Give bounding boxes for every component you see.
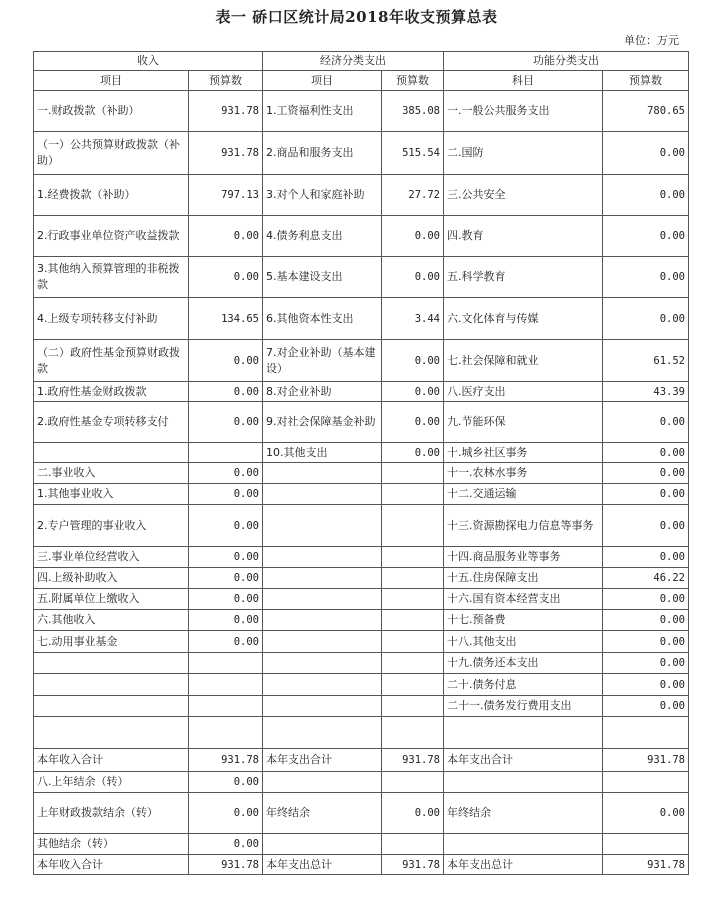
econ-item-cell: 8.对企业补助 (263, 382, 382, 402)
table-row (34, 463, 689, 484)
func-subject-cell: 十五.住房保障支出 (444, 568, 603, 589)
income-budget-cell: 0.00 (189, 382, 263, 402)
income-item-cell: 1.经费拨款（补助） (34, 175, 189, 216)
income-budget-cell: 0.00 (189, 589, 263, 610)
func-subject-cell: 十.城乡社区事务 (444, 443, 603, 463)
econ-item-cell: 2.商品和服务支出 (263, 132, 382, 175)
table-row (34, 749, 689, 772)
table-row (34, 793, 689, 834)
econ-item-cell (263, 674, 382, 696)
econ-item-cell: 5.基本建设支出 (263, 257, 382, 298)
income-budget-cell: 797.13 (189, 175, 263, 216)
income-item-cell: 五.附属单位上缴收入 (34, 589, 189, 610)
func-budget-cell: 46.22 (603, 568, 689, 589)
econ-item-cell (263, 717, 382, 749)
budget-table (33, 51, 689, 875)
econ-item-cell: 3.对个人和家庭补助 (263, 175, 382, 216)
func-subject-cell (444, 834, 603, 855)
econ-budget-cell: 0.00 (382, 443, 444, 463)
table-row (34, 402, 689, 443)
func-subject-cell: 年终结余 (444, 793, 603, 834)
func-budget-cell: 0.00 (603, 257, 689, 298)
econ-item-cell (263, 505, 382, 547)
income-budget-cell: 931.78 (189, 132, 263, 175)
table-row (34, 443, 689, 463)
table-row (34, 484, 689, 505)
func-budget-cell: 0.00 (603, 589, 689, 610)
econ-item-cell: 10.其他支出 (263, 443, 382, 463)
econ-item-cell (263, 834, 382, 855)
econ-item-cell: 9.对社会保障基金补助 (263, 402, 382, 443)
econ-budget-cell (382, 696, 444, 717)
func-subject-cell: 二十一.债务发行费用支出 (444, 696, 603, 717)
func-budget-cell: 0.00 (603, 610, 689, 631)
income-budget-cell: 0.00 (189, 834, 263, 855)
income-item-cell: 3.其他纳入预算管理的非税拨款 (34, 257, 189, 298)
table-row (34, 505, 689, 547)
income-budget-cell: 931.78 (189, 855, 263, 875)
income-item-cell: 2.专户管理的事业收入 (34, 505, 189, 547)
func-budget-cell (603, 717, 689, 749)
func-subject-cell: 二十.债务付息 (444, 674, 603, 696)
income-item-cell: 2.行政事业单位资产收益拨款 (34, 216, 189, 257)
econ-expense-header: 经济分类支出 (263, 52, 444, 71)
table-row (34, 631, 689, 653)
func-subject-cell (444, 717, 603, 749)
econ-budget-cell: 0.00 (382, 216, 444, 257)
func-budget-cell (603, 772, 689, 793)
func-subject-cell (444, 772, 603, 793)
econ-budget-cell (382, 505, 444, 547)
table-row (34, 216, 689, 257)
income-budget-cell: 0.00 (189, 216, 263, 257)
econ-item-cell (263, 653, 382, 674)
table-row (34, 298, 689, 340)
func-budget-cell: 0.00 (603, 132, 689, 175)
table-row (34, 91, 689, 132)
table-row (34, 257, 689, 298)
econ-budget-cell: 0.00 (382, 382, 444, 402)
table-row (34, 568, 689, 589)
income-budget-cell: 0.00 (189, 793, 263, 834)
econ-budget-cell (382, 674, 444, 696)
income-item-cell: （一）公共预算财政拨款（补助） (34, 132, 189, 175)
income-budget-cell (189, 653, 263, 674)
econ-budget-cell (382, 589, 444, 610)
income-budget-cell: 0.00 (189, 257, 263, 298)
income-item-cell (34, 443, 189, 463)
econ-item-cell (263, 547, 382, 568)
func-subject-cell: 十八.其他支出 (444, 631, 603, 653)
income-budget-cell: 134.65 (189, 298, 263, 340)
econ-budget-cell (382, 610, 444, 631)
econ-item-cell: 本年支出合计 (263, 749, 382, 772)
func-subject-cell: 九.节能环保 (444, 402, 603, 443)
func-budget-cell: 0.00 (603, 443, 689, 463)
income-item-cell: 六.其他收入 (34, 610, 189, 631)
income-item-cell: 本年收入合计 (34, 749, 189, 772)
econ-budget-cell: 0.00 (382, 402, 444, 443)
func-budget-cell: 931.78 (603, 749, 689, 772)
func-subject-cell: 十六.国有资本经营支出 (444, 589, 603, 610)
income-budget-cell: 0.00 (189, 484, 263, 505)
econ-item-cell (263, 484, 382, 505)
income-header: 收入 (34, 52, 263, 71)
econ-item-cell: 4.债务利息支出 (263, 216, 382, 257)
func-budget-cell: 0.00 (603, 547, 689, 568)
income-budget-cell: 0.00 (189, 547, 263, 568)
income-budget-cell: 0.00 (189, 505, 263, 547)
income-budget-cell (189, 717, 263, 749)
func-budget-cell: 0.00 (603, 463, 689, 484)
econ-budget-cell: 0.00 (382, 793, 444, 834)
econ-item-cell (263, 589, 382, 610)
econ-budget-cell: 3.44 (382, 298, 444, 340)
table-row (34, 382, 689, 402)
income-budget-cell: 0.00 (189, 631, 263, 653)
econ-budget-cell (382, 484, 444, 505)
income-item-header: 项目 (34, 71, 189, 91)
func-budget-cell: 0.00 (603, 505, 689, 547)
income-item-cell: 2.政府性基金专项转移支付 (34, 402, 189, 443)
econ-budget-cell (382, 717, 444, 749)
func-budget-header: 预算数 (603, 71, 689, 91)
econ-budget-cell: 0.00 (382, 340, 444, 382)
income-budget-cell: 0.00 (189, 402, 263, 443)
econ-item-cell: 6.其他资本性支出 (263, 298, 382, 340)
econ-budget-cell: 27.72 (382, 175, 444, 216)
table-row (34, 175, 689, 216)
income-item-cell: 三.事业单位经营收入 (34, 547, 189, 568)
income-budget-cell: 931.78 (189, 91, 263, 132)
econ-budget-cell (382, 772, 444, 793)
econ-budget-cell (382, 631, 444, 653)
func-subject-cell: 十九.债务还本支出 (444, 653, 603, 674)
func-expense-header: 功能分类支出 (444, 52, 689, 71)
func-subject-cell: 七.社会保障和就业 (444, 340, 603, 382)
income-budget-cell: 0.00 (189, 463, 263, 484)
econ-budget-cell: 931.78 (382, 749, 444, 772)
income-item-cell: 1.其他事业收入 (34, 484, 189, 505)
econ-item-cell: 年终结余 (263, 793, 382, 834)
income-budget-header: 预算数 (189, 71, 263, 91)
income-budget-cell (189, 696, 263, 717)
income-item-cell (34, 696, 189, 717)
econ-budget-cell: 0.00 (382, 257, 444, 298)
func-budget-cell: 0.00 (603, 793, 689, 834)
income-item-cell: 上年财政拨款结余（转） (34, 793, 189, 834)
econ-item-cell (263, 696, 382, 717)
func-budget-cell: 0.00 (603, 298, 689, 340)
income-item-cell: 七.动用事业基金 (34, 631, 189, 653)
func-budget-cell: 0.00 (603, 216, 689, 257)
table-row (34, 674, 689, 696)
table-row (34, 717, 689, 749)
func-budget-cell: 0.00 (603, 674, 689, 696)
income-budget-cell: 0.00 (189, 568, 263, 589)
func-budget-cell: 0.00 (603, 402, 689, 443)
econ-item-cell: 1.工资福利性支出 (263, 91, 382, 132)
econ-budget-cell: 385.08 (382, 91, 444, 132)
econ-item-cell (263, 772, 382, 793)
func-subject-cell: 十四.商品服务业等事务 (444, 547, 603, 568)
income-item-cell: 一.财政拨款（补助） (34, 91, 189, 132)
table-row (34, 547, 689, 568)
func-budget-cell: 0.00 (603, 653, 689, 674)
econ-budget-cell: 931.78 (382, 855, 444, 875)
income-item-cell (34, 674, 189, 696)
func-subject-cell: 四.教育 (444, 216, 603, 257)
econ-budget-cell (382, 547, 444, 568)
func-budget-cell: 0.00 (603, 696, 689, 717)
income-item-cell: 四.上级补助收入 (34, 568, 189, 589)
func-budget-cell (603, 834, 689, 855)
func-subject-cell: 六.文化体育与传媒 (444, 298, 603, 340)
income-item-cell: 本年收入合计 (34, 855, 189, 875)
income-budget-cell: 0.00 (189, 772, 263, 793)
econ-budget-header: 预算数 (382, 71, 444, 91)
table-row (34, 834, 689, 855)
econ-item-cell: 7.对企业补助（基本建设） (263, 340, 382, 382)
func-subject-cell: 本年支出合计 (444, 749, 603, 772)
func-subject-header: 科目 (444, 71, 603, 91)
table-row (34, 340, 689, 382)
table-row (34, 610, 689, 631)
income-item-cell (34, 653, 189, 674)
func-budget-cell: 0.00 (603, 484, 689, 505)
income-budget-cell: 0.00 (189, 610, 263, 631)
income-item-cell: 二.事业收入 (34, 463, 189, 484)
income-budget-cell (189, 443, 263, 463)
func-budget-cell: 0.00 (603, 175, 689, 216)
func-subject-cell: 五.科学教育 (444, 257, 603, 298)
unit-label: 单位：万元 (624, 34, 679, 47)
income-item-cell: （二）政府性基金预算财政拨款 (34, 340, 189, 382)
table-row (34, 855, 689, 875)
func-subject-cell: 十三.资源勘探电力信息等事务 (444, 505, 603, 547)
income-item-cell: 其他结余（转） (34, 834, 189, 855)
econ-budget-cell (382, 463, 444, 484)
func-subject-cell: 二.国防 (444, 132, 603, 175)
income-item-cell (34, 717, 189, 749)
income-budget-cell (189, 674, 263, 696)
econ-item-cell: 本年支出总计 (263, 855, 382, 875)
income-item-cell: 4.上级专项转移支付补助 (34, 298, 189, 340)
func-budget-cell: 0.00 (603, 631, 689, 653)
func-subject-cell: 本年支出总计 (444, 855, 603, 875)
func-subject-cell: 十七.预备费 (444, 610, 603, 631)
income-item-cell: 1.政府性基金财政拨款 (34, 382, 189, 402)
income-budget-cell: 0.00 (189, 340, 263, 382)
table-row (34, 589, 689, 610)
table-row (34, 772, 689, 793)
income-item-cell: 八.上年结余（转） (34, 772, 189, 793)
econ-item-header: 项目 (263, 71, 382, 91)
econ-item-cell (263, 631, 382, 653)
econ-budget-cell: 515.54 (382, 132, 444, 175)
func-subject-cell: 一.一般公共服务支出 (444, 91, 603, 132)
econ-budget-cell (382, 653, 444, 674)
func-budget-cell: 931.78 (603, 855, 689, 875)
func-budget-cell: 61.52 (603, 340, 689, 382)
column-header-row (34, 71, 689, 91)
func-subject-cell: 十一.农林水事务 (444, 463, 603, 484)
econ-budget-cell (382, 834, 444, 855)
func-subject-cell: 八.医疗支出 (444, 382, 603, 402)
page-title: 表一 硚口区统计局2018年收支预算总表 (215, 8, 498, 26)
func-subject-cell: 十二.交通运输 (444, 484, 603, 505)
func-subject-cell: 三.公共安全 (444, 175, 603, 216)
econ-item-cell (263, 463, 382, 484)
econ-item-cell (263, 610, 382, 631)
econ-item-cell (263, 568, 382, 589)
income-budget-cell: 931.78 (189, 749, 263, 772)
table-row (34, 696, 689, 717)
group-header-row (34, 52, 689, 71)
func-budget-cell: 780.65 (603, 91, 689, 132)
table-row (34, 132, 689, 175)
func-budget-cell: 43.39 (603, 382, 689, 402)
table-row (34, 653, 689, 674)
econ-budget-cell (382, 568, 444, 589)
